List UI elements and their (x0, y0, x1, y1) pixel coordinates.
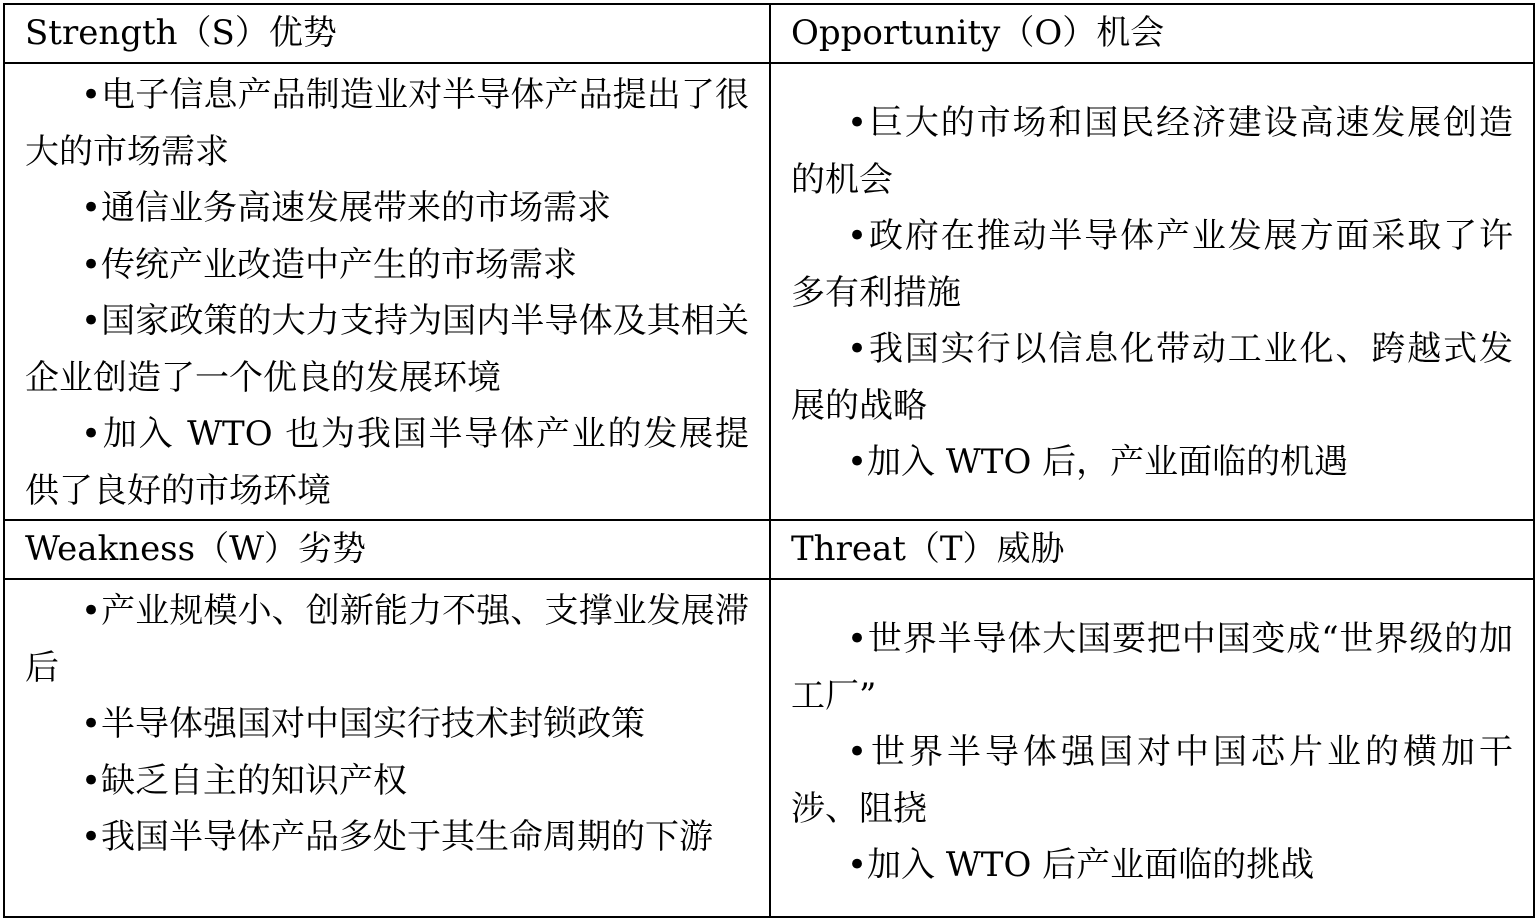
threat-item: •世界半导体强国对中国芯片业的横加干涉、阻挠 (791, 732, 1513, 829)
opportunity-cell (770, 63, 1534, 520)
body-row-2 (4, 579, 1534, 917)
opportunity-item: •巨大的市场和国民经济建设高速发展创造的机会 (791, 103, 1513, 200)
opportunity-item: •我国实行以信息化带动工业化、跨越式发展的战略 (791, 329, 1513, 426)
weakness-item: •半导体强国对中国实行技术封锁政策 (81, 704, 646, 744)
swot-grid (3, 3, 1535, 918)
strength-item: •国家政策的大力支持为国内半导体及其相关企业创造了一个优良的发展环境 (25, 301, 749, 398)
weakness-item: •我国半导体产品多处于其生命周期的下游 (81, 817, 714, 857)
body-row-1 (4, 63, 1534, 520)
threat-item: •世界半导体大国要把中国变成“世界级的加工厂” (791, 619, 1513, 716)
threat-cell (770, 579, 1534, 917)
strength-item: •通信业务高速发展带来的市场需求 (81, 188, 612, 228)
opportunity-item: •加入 WTO 后，产业面临的机遇 (847, 442, 1349, 482)
strength-cell (4, 63, 770, 520)
header-row-1 (4, 4, 1534, 63)
strength-item: •加入 WTO 也为我国半导体产业的发展提供了良好的市场环境 (25, 414, 749, 511)
opportunity-item: •政府在推动半导体产业发展方面采取了许多有利措施 (791, 216, 1513, 313)
weakness-item: •产业规模小、创新能力不强、支撑业发展滞后 (25, 591, 749, 688)
header-row-2 (4, 520, 1534, 579)
strength-item: •传统产业改造中产生的市场需求 (81, 244, 578, 285)
strength-header: Strength（S）优势 (4, 4, 770, 63)
weakness-item: •缺乏自主的知识产权 (81, 760, 408, 801)
strength-item: •电子信息产品制造业对半导体产品提出了很大的市场需求 (25, 75, 749, 172)
threat-header: Threat（T）威胁 (770, 520, 1534, 579)
weakness-cell (4, 579, 770, 917)
opportunity-header: Opportunity（O）机会 (770, 4, 1534, 63)
weakness-header: Weakness（W）劣势 (4, 520, 770, 579)
threat-item: •加入 WTO 后产业面临的挑战 (847, 845, 1315, 885)
